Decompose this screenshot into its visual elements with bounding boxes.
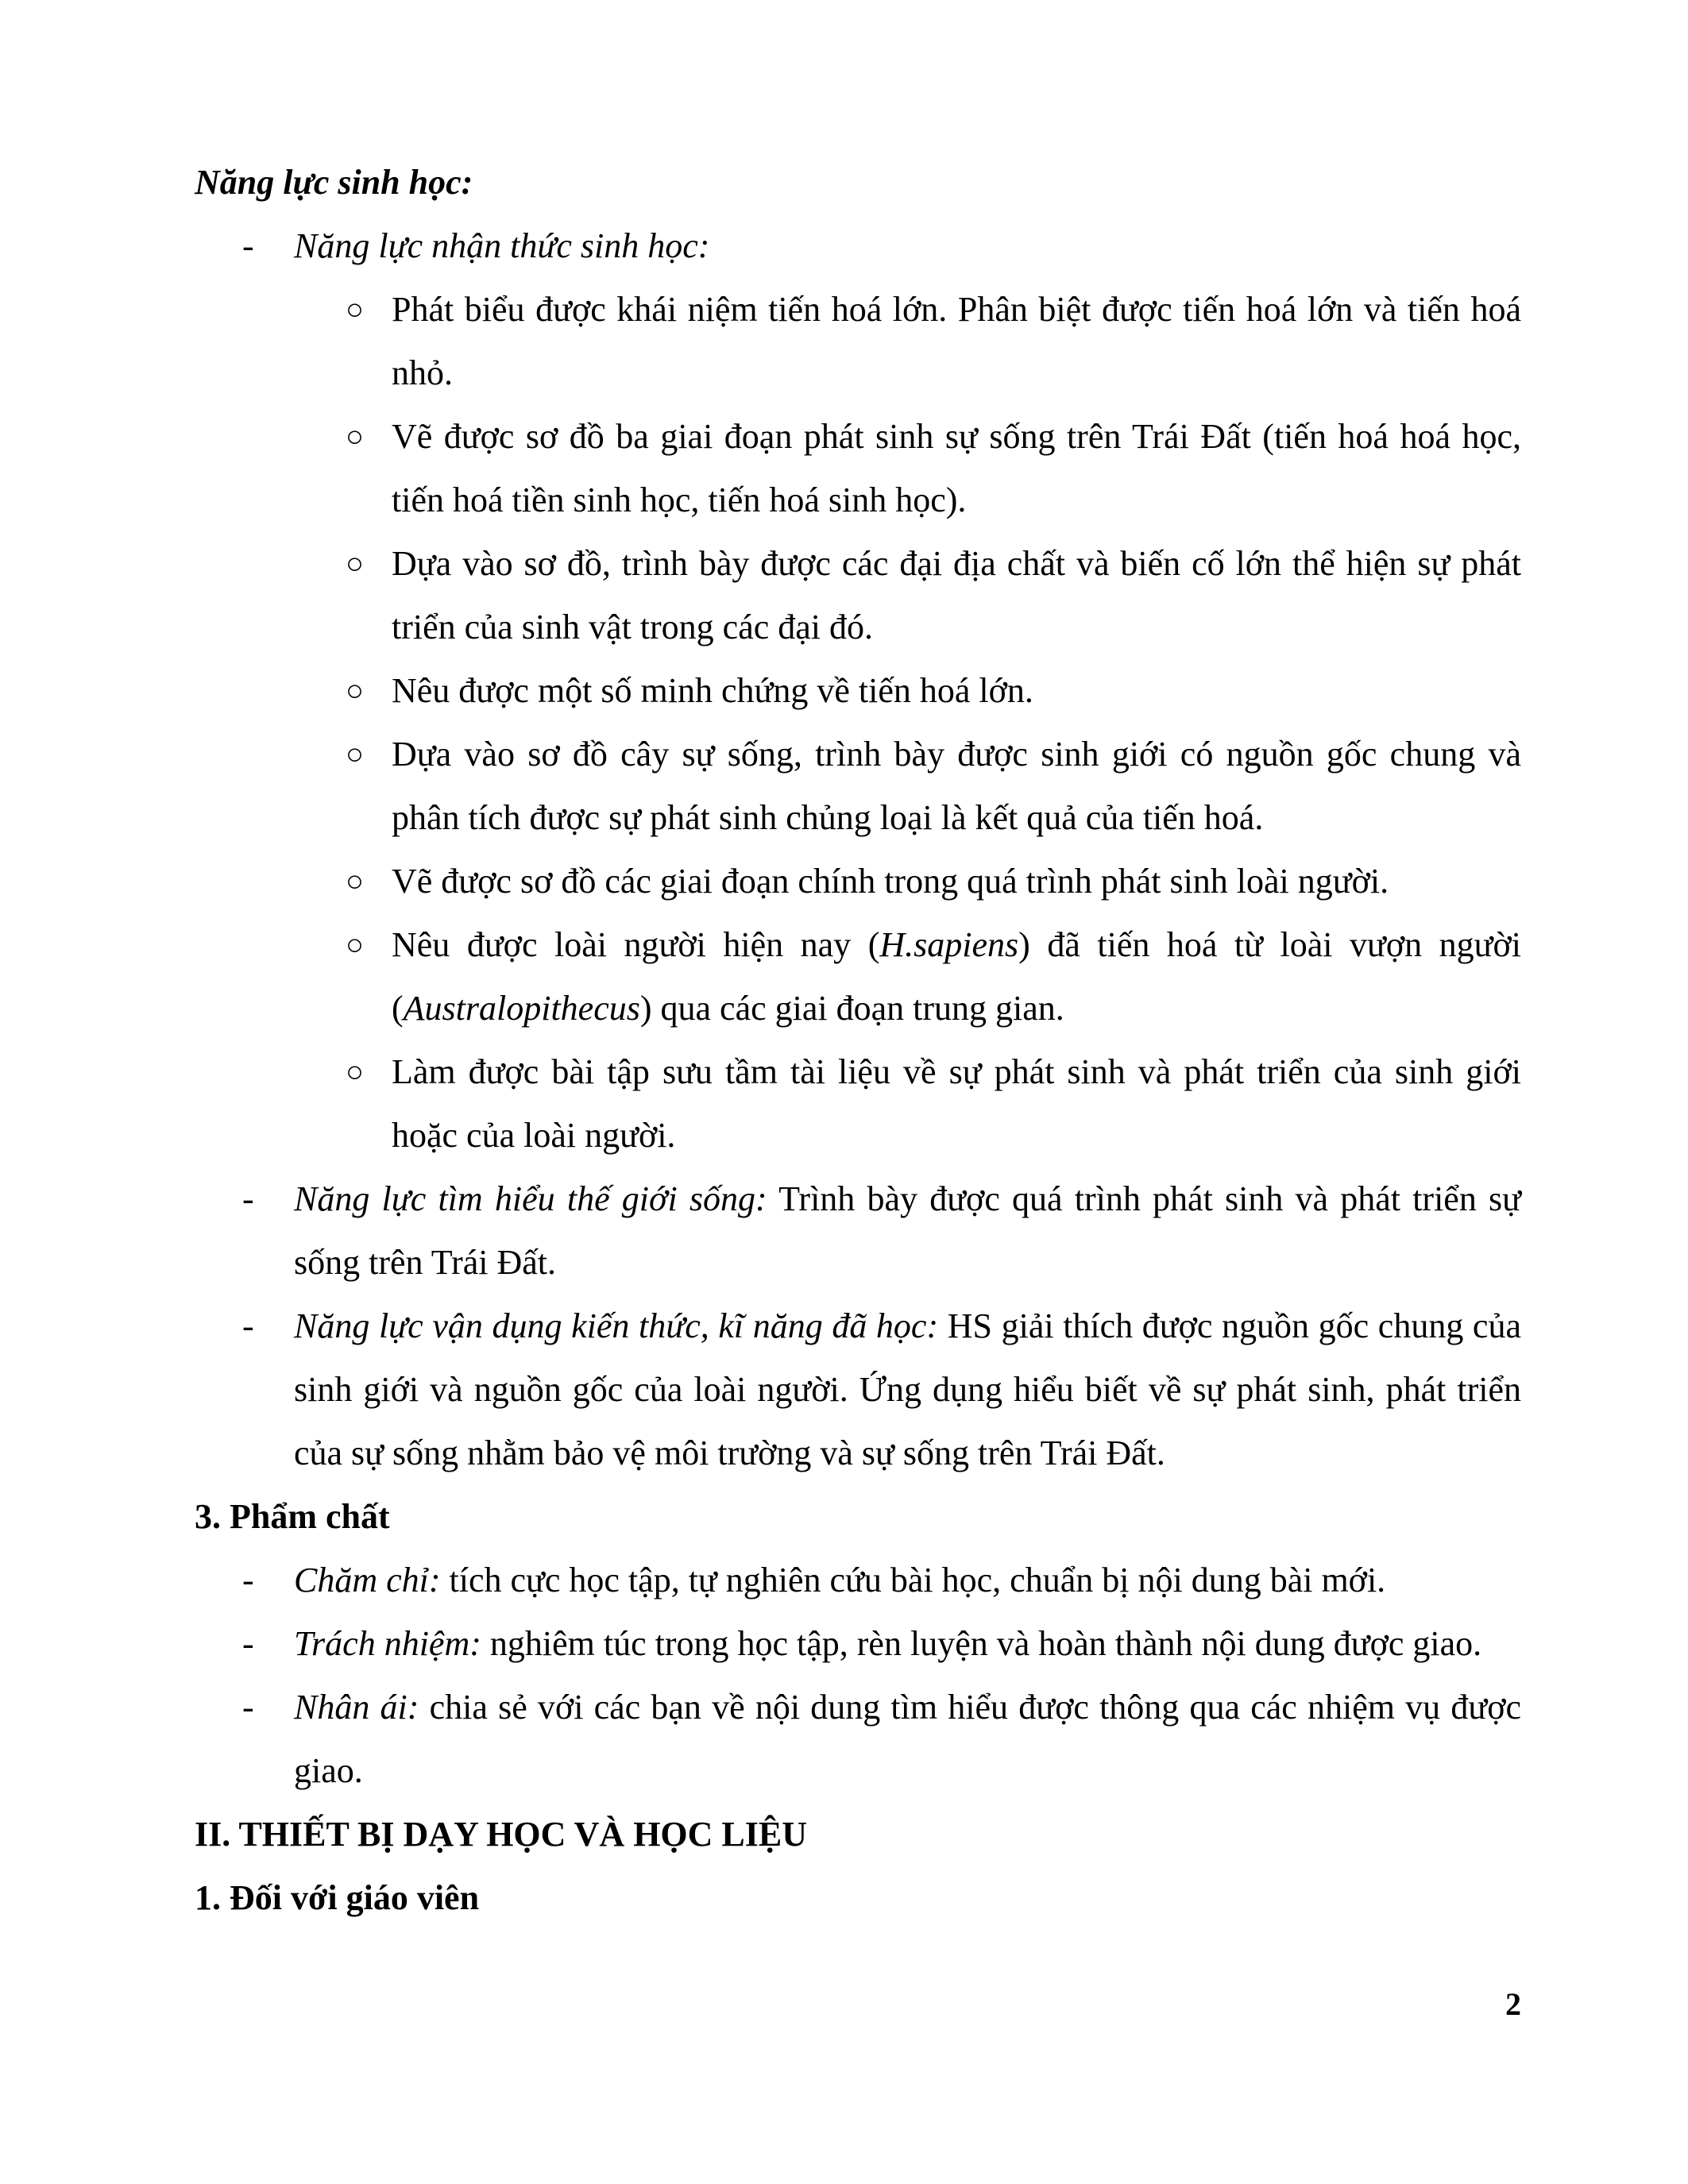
circle-bullet: ○ [346, 738, 364, 771]
species-name-australopithecus: Australopithecus [403, 989, 640, 1028]
dash-bullet: - [242, 1688, 254, 1727]
section2-heading: II. THIẾT BỊ DẠY HỌC VÀ HỌC LIỆU [195, 1815, 808, 1854]
circle-bullet: ○ [346, 420, 364, 453]
species-name-sapiens: H.sapiens [879, 925, 1019, 964]
cognition-item [195, 214, 1521, 278]
quality-text: chia sẻ với các bạn về nội dung tìm hiểu được thông qua các nhiệm vụ được giao. [294, 1688, 1521, 1790]
dash-bullet: - [242, 1306, 254, 1345]
explore-item [195, 1167, 1521, 1295]
list-item-text: Dựa vào sơ đồ cây sự sống, trình bày được sinh giới có nguồn gốc chung và phân tích được sự phát sinh chủng loại là kết quả của tiến hoá. [392, 735, 1521, 837]
explore-label: Năng lực tìm hiểu thế giới sống: [294, 1179, 767, 1218]
dash-bullet: - [242, 226, 254, 265]
quality-item [195, 1612, 1521, 1676]
page-number: 2 [1505, 1986, 1521, 2022]
list-item [195, 913, 1521, 1040]
list-item [195, 659, 1521, 723]
list-item-text: Nêu được một số minh chứng về tiến hoá lớn. [392, 671, 1033, 710]
list-item [195, 405, 1521, 532]
item-text-post: ) qua các giai đoạn trung gian. [639, 989, 1064, 1028]
circle-bullet: ○ [346, 547, 364, 581]
page-content [195, 151, 1521, 1930]
list-item-text: Vẽ được sơ đồ ba giai đoạn phát sinh sự sống trên Trái Đất (tiến hoá hoá học, tiến hoá tiền sinh học, tiến hoá sinh học). [392, 417, 1521, 519]
competence-heading: Năng lực sinh học: [195, 163, 473, 202]
circle-bullet: ○ [346, 293, 364, 326]
quality-label: Chăm chỉ: [294, 1561, 441, 1599]
list-item-text: Làm được bài tập sưu tầm tài liệu về sự phát sinh và phát triển của sinh giới hoặc của loài người. [392, 1052, 1521, 1155]
list-item-text: Vẽ được sơ đồ các giai đoạn chính trong quá trình phát sinh loài người. [392, 862, 1389, 901]
item-text-pre: Nêu được loài người hiện nay ( [392, 925, 880, 964]
item-text-mid: ) đã tiến hoá từ loài vượn người ( [392, 925, 1522, 1028]
list-item [195, 850, 1521, 913]
list-item [195, 723, 1521, 850]
list-item [195, 278, 1521, 405]
list-item-text: Phát biểu được khái niệm tiến hoá lớn. Phân biệt được tiến hoá lớn và tiến hoá nhỏ. [392, 290, 1521, 392]
circle-bullet: ○ [346, 674, 364, 708]
list-item [195, 532, 1521, 659]
circle-bullet: ○ [346, 1055, 364, 1089]
list-item [195, 1040, 1521, 1167]
quality-label: Trách nhiệm: [294, 1624, 481, 1663]
apply-item [195, 1295, 1521, 1485]
list-item-text: Dựa vào sơ đồ, trình bày được các đại địa chất và biến cố lớn thể hiện sự phát triển của sinh vật trong các đại đó. [392, 544, 1521, 646]
qualities-heading: 3. Phẩm chất [195, 1497, 390, 1536]
apply-text: HS giải thích được nguồn gốc chung của sinh giới và nguồn gốc của loài người. Ứng dụng hiểu biết về sự phát sinh, phát triển của sự sống nhằm bảo vệ môi trường và sự sống trên Trái Đất. [294, 1306, 1521, 1472]
cognition-label: Năng lực nhận thức sinh học: [294, 226, 710, 265]
dash-bullet: - [242, 1179, 254, 1218]
quality-item [195, 1676, 1521, 1803]
quality-item [195, 1549, 1521, 1612]
section2-subheading: 1. Đối với giáo viên [195, 1878, 480, 1917]
quality-text: nghiêm túc trong học tập, rèn luyện và hoàn thành nội dung được giao. [481, 1624, 1482, 1663]
circle-bullet: ○ [346, 865, 364, 898]
dash-bullet: - [242, 1624, 254, 1663]
quality-label: Nhân ái: [294, 1688, 419, 1727]
quality-text: tích cực học tập, tự nghiên cứu bài học, chuẩn bị nội dung bài mới. [440, 1561, 1386, 1599]
circle-bullet: ○ [346, 928, 364, 962]
dash-bullet: - [242, 1561, 254, 1599]
explore-text: Trình bày được quá trình phát sinh và phát triển sự sống trên Trái Đất. [294, 1179, 1521, 1282]
apply-label: Năng lực vận dụng kiến thức, kĩ năng đã học: [294, 1306, 939, 1345]
